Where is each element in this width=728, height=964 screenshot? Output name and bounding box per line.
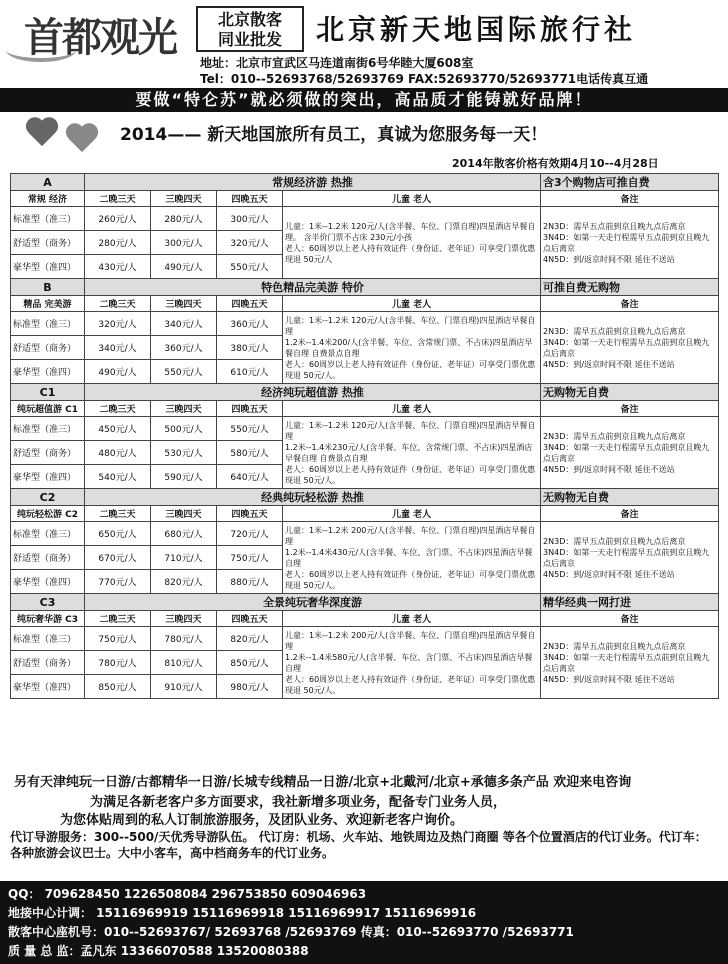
price-three-nights: 710元/人 xyxy=(151,546,217,570)
room-type: 舒适型（商务） xyxy=(11,546,85,570)
room-type: 舒适型（商务） xyxy=(11,336,85,360)
room-type: 舒适型（商务） xyxy=(11,231,85,255)
section-title: 常规经济游 热推 xyxy=(85,174,541,191)
price-four-nights: 580元/人 xyxy=(217,441,283,465)
child-senior-note xyxy=(283,522,541,594)
remark-line: 3N4D：如第一天走行程需早五点前到京且晚九点后离京 xyxy=(543,547,710,568)
room-type: 豪华型（准四） xyxy=(11,465,85,489)
desk-phones: 散客中心座机号：010--52693767/ 52693768 /52693769 传真：010--52693770 /52693771 xyxy=(8,925,574,939)
remark-note xyxy=(541,417,719,489)
section-header xyxy=(11,384,719,401)
section-code: C1 xyxy=(11,384,85,401)
remark-line: 4N5D：到/返京时间不限 延住不送站 xyxy=(543,569,675,579)
room-type: 豪华型（准四） xyxy=(11,675,85,699)
column-labels xyxy=(11,191,719,207)
address: 地址：北京市宣武区马连道南街6号华睦大厦608室 xyxy=(200,56,474,70)
remark-line: 2N3D：需早五点前到京且晚九点后离京 xyxy=(543,326,686,336)
hearts-decoration xyxy=(14,114,114,154)
remark-note xyxy=(541,312,719,384)
table-row xyxy=(11,627,719,651)
child-senior-line: 1.2米--1.4米430元/人(含半餐、车位、含门票、不占床)四星酒店早餐自理 xyxy=(285,547,533,568)
col-two-nights: 二晚三天 xyxy=(85,191,151,207)
room-type: 标准型（准三） xyxy=(11,417,85,441)
col-remark: 备注 xyxy=(541,296,719,312)
col-three-nights: 三晚四天 xyxy=(151,611,217,627)
booking-services: 代订导游服务：300--500/天优秀导游队伍。 代订房：机场、火车站、地铁周边及热门商圈 等各个位置酒店的代订业务。代订车：各种旅游会议巴士。大中小客车，高中档商务车的代订业务。 xyxy=(10,830,707,860)
child-senior-line: 老人：60周岁以上老人持有效证件（身份证、老年证）可享受门票优惠现退 50元/人。 xyxy=(285,464,536,485)
section-tag: 可推自费无购物 xyxy=(541,279,719,296)
section-header xyxy=(11,489,719,506)
sub-label: 常规 经济 xyxy=(11,191,85,207)
col-three-nights: 三晚四天 xyxy=(151,296,217,312)
price-three-nights: 820元/人 xyxy=(151,570,217,594)
price-four-nights: 750元/人 xyxy=(217,546,283,570)
column-labels xyxy=(11,296,719,312)
wholesale-badge xyxy=(196,6,304,52)
col-remark: 备注 xyxy=(541,506,719,522)
section-title: 经济纯玩超值游 热推 xyxy=(85,384,541,401)
col-child-senior: 儿童 老人 xyxy=(283,506,541,522)
remark-line: 3N4D：如第一天走行程需早五点前到京且晚九点后离京 xyxy=(543,232,710,253)
child-senior-note xyxy=(283,627,541,699)
remark-line: 3N4D：如第一天走行程需早五点前到京且晚九点后离京 xyxy=(543,442,710,463)
remark-note xyxy=(541,522,719,594)
badge-line-2: 同业批发 xyxy=(217,30,282,49)
room-type: 舒适型（商务） xyxy=(11,651,85,675)
price-three-nights: 550元/人 xyxy=(151,360,217,384)
remark-note xyxy=(541,627,719,699)
price-two-nights: 850元/人 xyxy=(85,675,151,699)
price-three-nights: 530元/人 xyxy=(151,441,217,465)
col-four-nights: 四晚五天 xyxy=(217,401,283,417)
section-tag: 无购物无自费 xyxy=(541,489,719,506)
room-type: 标准型（准三） xyxy=(11,627,85,651)
contact-panel xyxy=(0,881,728,964)
price-three-nights: 780元/人 xyxy=(151,627,217,651)
table-row xyxy=(11,312,719,336)
badge-line-1: 北京散客 xyxy=(217,10,282,29)
col-remark: 备注 xyxy=(541,611,719,627)
section-header xyxy=(11,594,719,611)
room-type: 标准型（准三） xyxy=(11,522,85,546)
section-title: 全景纯玩奢华深度游 xyxy=(85,594,541,611)
price-two-nights: 450元/人 xyxy=(85,417,151,441)
column-labels xyxy=(11,611,719,627)
col-child-senior: 儿童 老人 xyxy=(283,296,541,312)
section-title: 经典纯玩轻松游 热推 xyxy=(85,489,541,506)
price-two-nights: 260元/人 xyxy=(85,207,151,231)
price-two-nights: 430元/人 xyxy=(85,255,151,279)
child-senior-line: 儿童：1米--1.2米 120元/人(含半餐、车位、门票自理)四星酒店早餐自理 xyxy=(285,315,536,336)
child-senior-line: 1.2米--1.4米580元/人(含半餐、车位、含门票、不占床)四星酒店早餐自理 xyxy=(285,652,533,673)
service-intro-2: 为您体贴周到的私人订制旅游服务，及团队业务、欢迎新老客户询价。 xyxy=(60,813,464,828)
logo xyxy=(6,4,196,62)
col-remark: 备注 xyxy=(541,191,719,207)
section-title: 特色精品完美游 特价 xyxy=(85,279,541,296)
slogan-bar: 要做“特仑苏”就必须做的突出，高品质才能铸就好品牌！ xyxy=(0,88,728,112)
room-type: 标准型（准三） xyxy=(11,312,85,336)
price-two-nights: 280元/人 xyxy=(85,231,151,255)
sub-label: 纯玩轻松游 C2 xyxy=(11,506,85,522)
other-products: 另有天津纯玩一日游/古都精华一日游/长城专线精品一日游/北京+北戴河/北京+承德多条产品 欢迎来电咨询 xyxy=(14,775,632,790)
sub-label: 纯玩超值游 C1 xyxy=(11,401,85,417)
remark-line: 2N3D：需早五点前到京且晚九点后离京 xyxy=(543,431,686,441)
price-two-nights: 490元/人 xyxy=(85,360,151,384)
remark-note xyxy=(541,207,719,279)
section-tag: 无购物无自费 xyxy=(541,384,719,401)
footer xyxy=(0,767,728,964)
col-two-nights: 二晚三天 xyxy=(85,296,151,312)
room-type: 豪华型（准四） xyxy=(11,570,85,594)
col-three-nights: 三晚四天 xyxy=(151,191,217,207)
quality-director: 质 量 总 监：孟凡东 13366070588 13520080388 xyxy=(8,944,309,958)
price-table-area xyxy=(10,173,718,765)
qq-numbers: QQ： 709628450 1226508084 296753850 609046963 xyxy=(8,887,367,901)
price-three-nights: 500元/人 xyxy=(151,417,217,441)
col-remark: 备注 xyxy=(541,401,719,417)
section-header xyxy=(11,174,719,191)
price-two-nights: 540元/人 xyxy=(85,465,151,489)
remark-line: 2N3D：需早五点前到京且晚九点后离京 xyxy=(543,641,686,651)
room-type: 标准型（准三） xyxy=(11,207,85,231)
col-two-nights: 二晚三天 xyxy=(85,401,151,417)
remark-line: 4N5D：到/返京时间不限 延住不送站 xyxy=(543,674,675,684)
price-four-nights: 880元/人 xyxy=(217,570,283,594)
price-two-nights: 650元/人 xyxy=(85,522,151,546)
price-two-nights: 750元/人 xyxy=(85,627,151,651)
child-senior-line: 儿童：1米--1.2米 120元/人(含半餐、车位、门票自理)四星酒店早餐自理 xyxy=(285,420,536,441)
price-three-nights: 300元/人 xyxy=(151,231,217,255)
price-four-nights: 550元/人 xyxy=(217,255,283,279)
room-type: 豪华型（准四） xyxy=(11,360,85,384)
service-intro-1: 为满足各新老客户多方面要求，我社新增多项业务，配备专门业务人员， xyxy=(90,795,507,810)
section-code: C3 xyxy=(11,594,85,611)
price-four-nights: 380元/人 xyxy=(217,336,283,360)
price-three-nights: 590元/人 xyxy=(151,465,217,489)
child-senior-line: 儿童：1米--1.2米 200元/人(含半餐、车位、门票自理)四星酒店早餐自理 xyxy=(285,525,536,546)
price-three-nights: 810元/人 xyxy=(151,651,217,675)
price-four-nights: 720元/人 xyxy=(217,522,283,546)
section-header xyxy=(11,279,719,296)
remark-line: 2N3D：需早五点前到京且晚九点后离京 xyxy=(543,221,686,231)
col-four-nights: 四晚五天 xyxy=(217,611,283,627)
price-three-nights: 490元/人 xyxy=(151,255,217,279)
company-name: 北京新天地国际旅行社 xyxy=(316,13,637,46)
section-code: B xyxy=(11,279,85,296)
price-two-nights: 480元/人 xyxy=(85,441,151,465)
column-labels xyxy=(11,401,719,417)
price-three-nights: 340元/人 xyxy=(151,312,217,336)
remark-line: 4N5D：到/返京时间不限 延住不送站 xyxy=(543,464,675,474)
logo-text: 首都观光 xyxy=(24,14,176,61)
col-child-senior: 儿童 老人 xyxy=(283,191,541,207)
sub-label: 纯玩奢华游 C3 xyxy=(11,611,85,627)
col-child-senior: 儿童 老人 xyxy=(283,401,541,417)
child-senior-note xyxy=(283,207,541,279)
child-senior-line: 老人：60周岁以上老人持有效证件（身份证、老年证）可享受门票优惠现退 50元/人 xyxy=(285,243,536,264)
col-two-nights: 二晚三天 xyxy=(85,506,151,522)
remark-line: 2N3D：需早五点前到京且晚九点后离京 xyxy=(543,536,686,546)
remark-line: 4N5D：到/返京时间不限 延住不送站 xyxy=(543,359,675,369)
section-tag: 含3个购物店可推自费 xyxy=(541,174,719,191)
price-three-nights: 680元/人 xyxy=(151,522,217,546)
price-four-nights: 820元/人 xyxy=(217,627,283,651)
child-senior-note xyxy=(283,312,541,384)
sub-label: 精品 完美游 xyxy=(11,296,85,312)
price-two-nights: 780元/人 xyxy=(85,651,151,675)
header xyxy=(0,0,728,88)
price-four-nights: 640元/人 xyxy=(217,465,283,489)
col-four-nights: 四晚五天 xyxy=(217,506,283,522)
section-code: C2 xyxy=(11,489,85,506)
col-four-nights: 四晚五天 xyxy=(217,191,283,207)
price-four-nights: 850元/人 xyxy=(217,651,283,675)
price-two-nights: 670元/人 xyxy=(85,546,151,570)
table-row xyxy=(11,207,719,231)
price-two-nights: 320元/人 xyxy=(85,312,151,336)
child-senior-line: 老人：60周岁以上老人持有效证件（身份证、老年证）可享受门票优惠现退 50元/人。 xyxy=(285,569,536,590)
remark-line: 3N4D：如第一天走行程需早五点前到京且晚九点后离京 xyxy=(543,337,710,358)
child-senior-note xyxy=(283,417,541,489)
table-row xyxy=(11,417,719,441)
price-four-nights: 300元/人 xyxy=(217,207,283,231)
heart-icon xyxy=(64,124,100,154)
table-row xyxy=(11,522,719,546)
price-four-nights: 320元/人 xyxy=(217,231,283,255)
remark-line: 4N5D：到/返京时间不限 延住不送站 xyxy=(543,254,675,264)
price-two-nights: 770元/人 xyxy=(85,570,151,594)
section-code: A xyxy=(11,174,85,191)
phone-fax: Tel：010--52693768/52693769 FAX:52693770/52693771电话传真互通 xyxy=(200,72,649,86)
child-senior-line: 1.2米--1.4米230元/人(含半餐、车位、含常规门票、不占床)四星酒店早餐自理 自费景点自理 xyxy=(285,442,533,463)
col-child-senior: 儿童 老人 xyxy=(283,611,541,627)
price-three-nights: 360元/人 xyxy=(151,336,217,360)
col-four-nights: 四晚五天 xyxy=(217,296,283,312)
validity-period: 2014年散客价格有效期4月10--4月28日 xyxy=(452,157,659,170)
child-senior-line: 老人：60周岁以上老人持有效证件（身份证、老年证）可享受门票优惠现退 50元/人。 xyxy=(285,674,536,695)
column-labels xyxy=(11,506,719,522)
room-type: 豪华型（准四） xyxy=(11,255,85,279)
child-senior-line: 儿童：1米--1.2米 120元/人(含半餐、车位、门票自理)四星酒店早餐自理。 含半价门票不占床 230元/小孩 xyxy=(285,221,536,242)
motto: 2014—— 新天地国旅所有员工，真诚为您服务每一天！ xyxy=(120,125,548,145)
price-table xyxy=(10,173,719,699)
price-three-nights: 280元/人 xyxy=(151,207,217,231)
col-three-nights: 三晚四天 xyxy=(151,401,217,417)
child-senior-line: 1.2米--1.4米200/人(含半餐、车位、含常规门票、不占床)四星酒店早餐自理 自费景点自理 xyxy=(285,337,533,358)
price-four-nights: 610元/人 xyxy=(217,360,283,384)
col-three-nights: 三晚四天 xyxy=(151,506,217,522)
remark-line: 3N4D：如第一天走行程需早五点前到京且晚九点后离京 xyxy=(543,652,710,673)
heart-icon xyxy=(24,118,60,148)
price-three-nights: 910元/人 xyxy=(151,675,217,699)
price-four-nights: 360元/人 xyxy=(217,312,283,336)
room-type: 舒适型（商务） xyxy=(11,441,85,465)
section-tag: 精华经典一网打进 xyxy=(541,594,719,611)
child-senior-line: 儿童：1米--1.2米 200元/人(含半餐、车位、门票自理)四星酒店早餐自理 xyxy=(285,630,536,651)
price-two-nights: 340元/人 xyxy=(85,336,151,360)
price-four-nights: 980元/人 xyxy=(217,675,283,699)
child-senior-line: 老人：60周岁以上老人持有效证件（身份证、老年证）可享受门票优惠现退 50元/人。 xyxy=(285,359,536,380)
col-two-nights: 二晚三天 xyxy=(85,611,151,627)
ground-center-phones: 地接中心计调： 15116969919 15116969918 15116969917 15116969916 xyxy=(8,906,477,920)
price-four-nights: 550元/人 xyxy=(217,417,283,441)
